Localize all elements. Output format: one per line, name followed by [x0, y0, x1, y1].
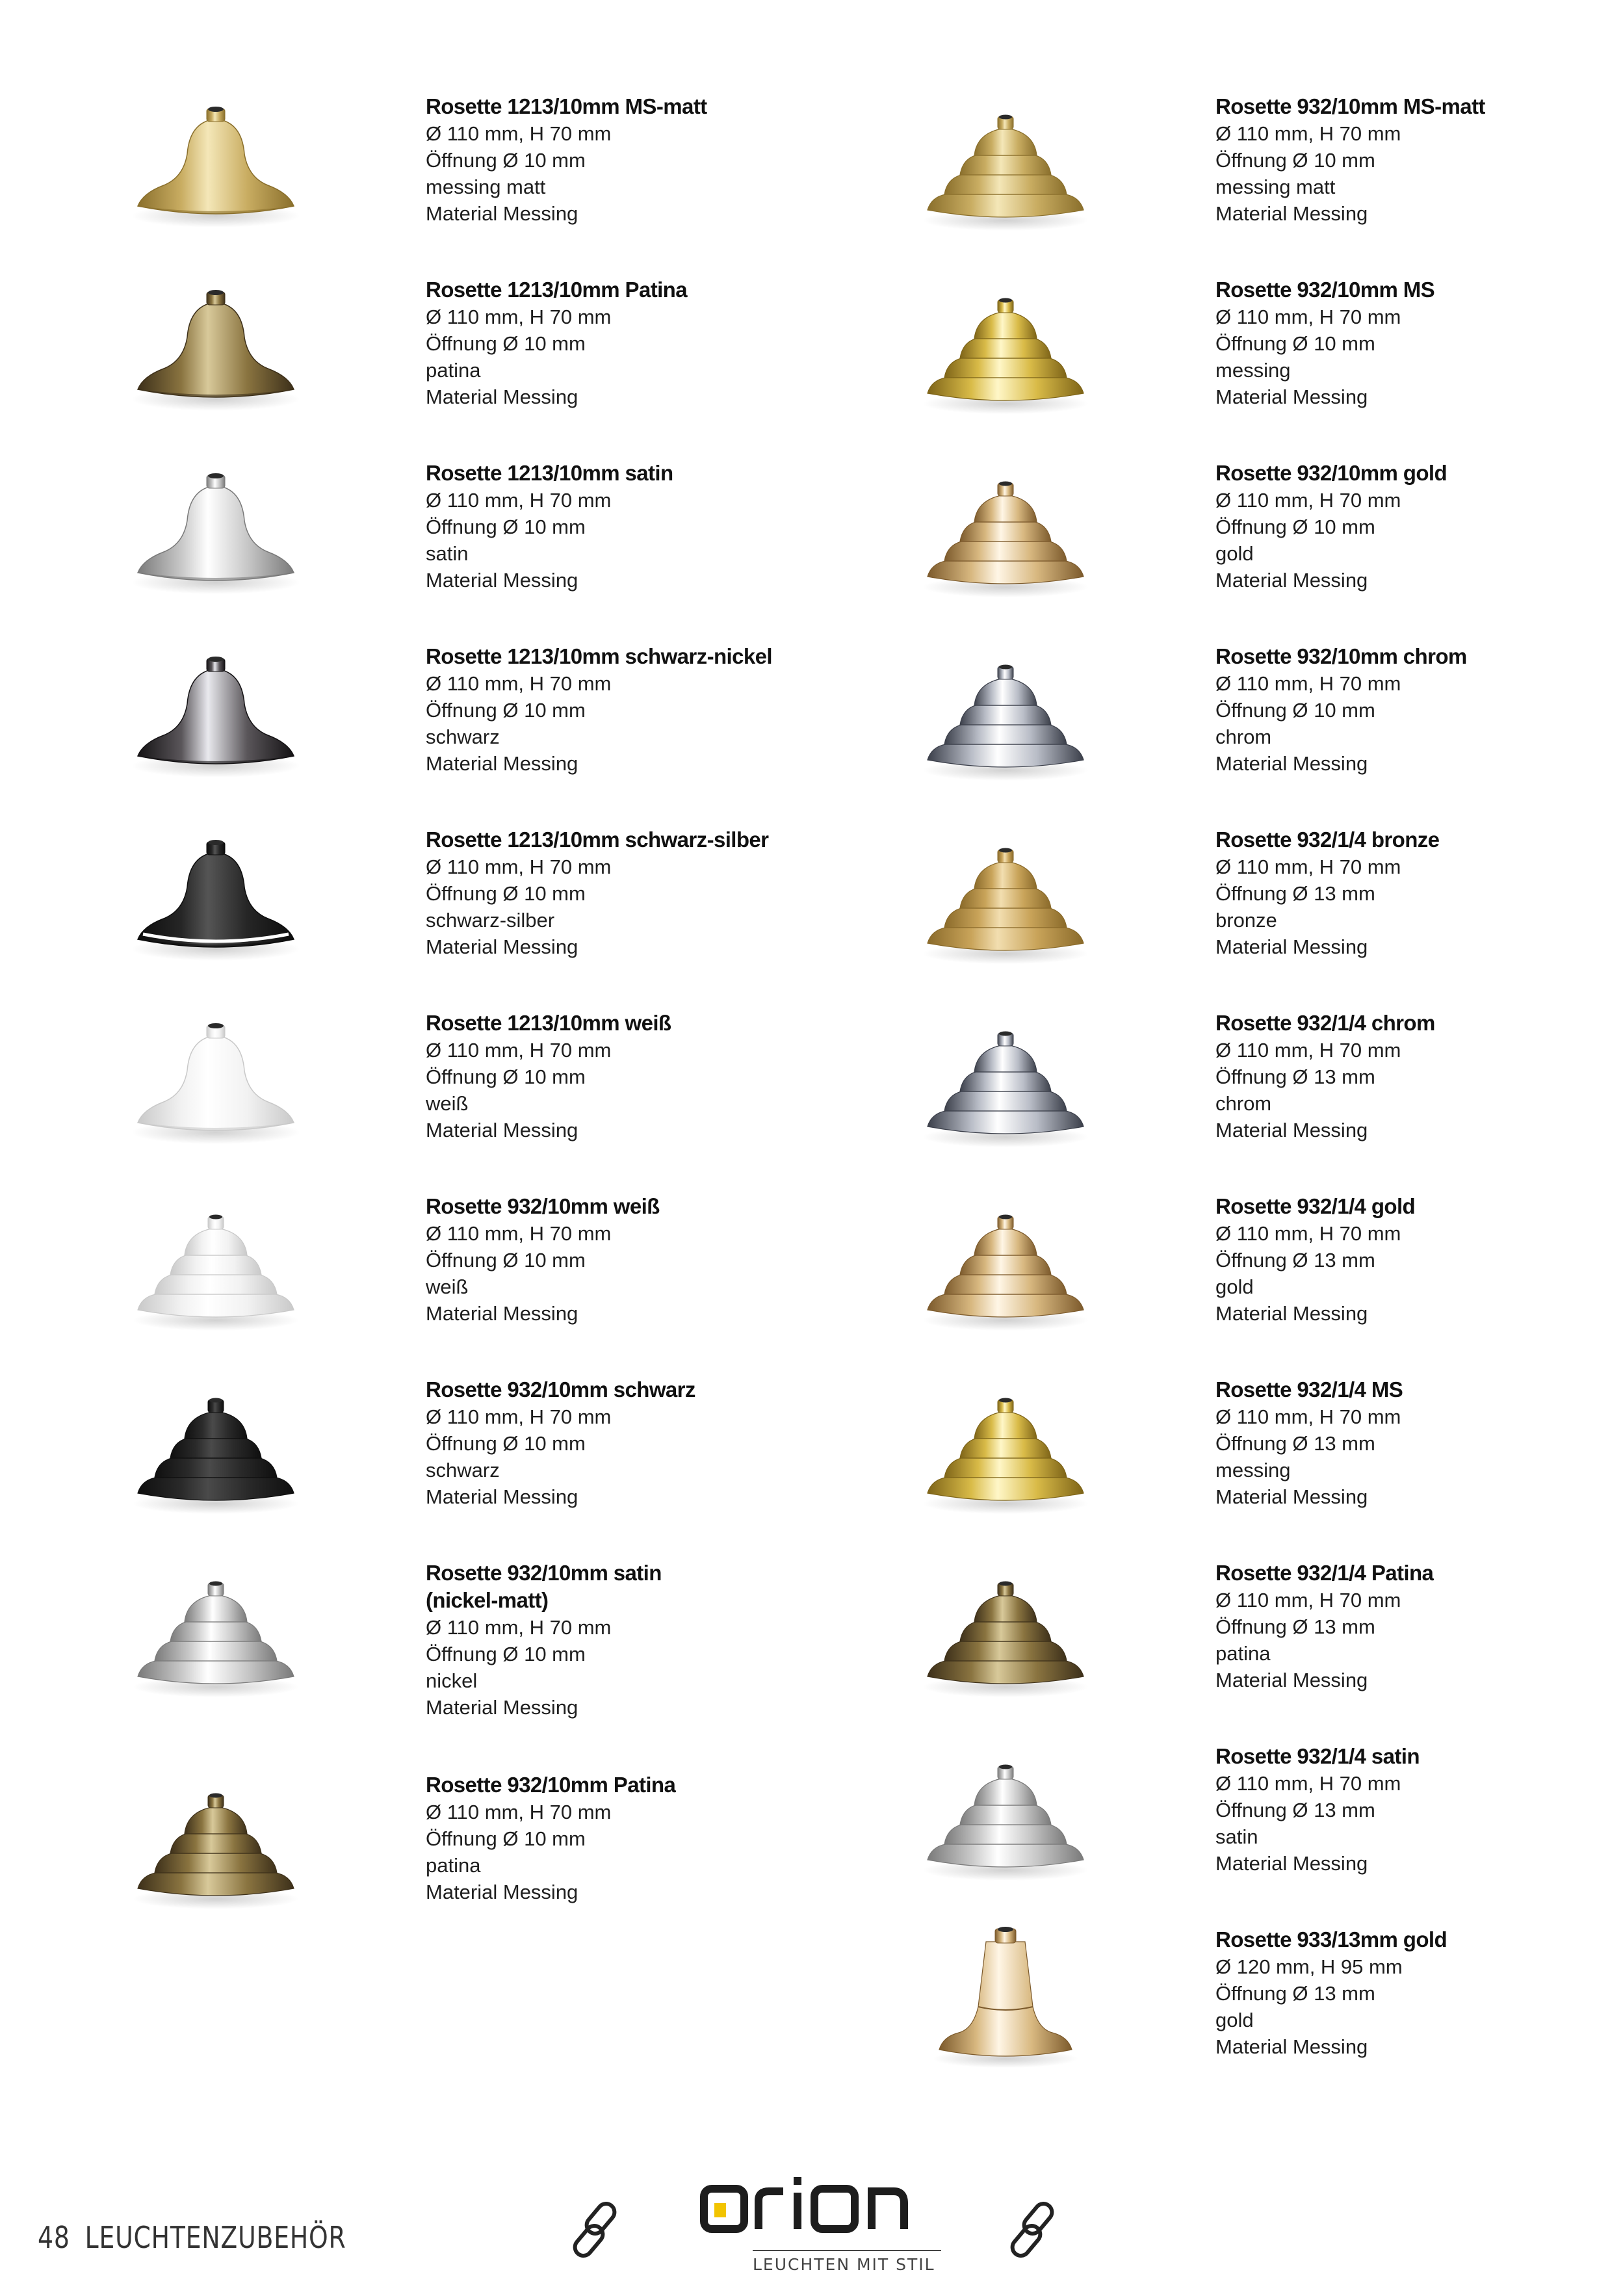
product-spec-line: Ø 110 mm, H 70 mm [426, 855, 612, 878]
product-spec-line: Ø 110 mm, H 70 mm [426, 672, 612, 695]
product-spec-line: Ø 110 mm, H 70 mm [1215, 1039, 1401, 1062]
product-text [426, 1771, 881, 1905]
product-title: Rosette 932/10mm Patina [426, 1773, 676, 1797]
product-title: Rosette 1213/10mm schwarz-nickel [426, 644, 772, 668]
chain-link-icon [562, 2194, 634, 2265]
product-spec-line: Öffnung Ø 10 mm [426, 699, 586, 722]
product-spec-line: Ø 110 mm, H 70 mm [1215, 489, 1401, 512]
product-spec-line: schwarz-silber [426, 909, 555, 932]
product-image [913, 266, 1098, 428]
product-spec-line: chrom [1215, 1092, 1272, 1115]
product-spec-line: Ø 110 mm, H 70 mm [426, 1222, 612, 1245]
product-spec-line: Öffnung Ø 13 mm [1215, 882, 1375, 905]
product-spec-line: Öffnung Ø 10 mm [426, 1827, 586, 1850]
product-spec-line: Material Messing [1215, 1669, 1368, 1691]
product-title: Rosette 932/1/4 MS [1215, 1377, 1403, 1402]
product-text [1215, 1559, 1623, 1693]
product-spec-line: Öffnung Ø 10 mm [426, 332, 586, 355]
orion-logo [699, 2174, 939, 2275]
product-spec-line: Öffnung Ø 10 mm [426, 149, 586, 172]
product-spec-line: Material Messing [1215, 202, 1368, 225]
product-image [123, 1182, 309, 1345]
product-spec-line: Ø 110 mm, H 70 mm [1215, 1222, 1401, 1245]
product-spec-line: Ø 110 mm, H 70 mm [1215, 122, 1401, 145]
product-spec-line: Öffnung Ø 10 mm [1215, 699, 1375, 722]
product-spec-line: Öffnung Ø 10 mm [426, 1065, 586, 1088]
product-image [913, 999, 1098, 1162]
product-spec-line: Ø 110 mm, H 70 mm [426, 1801, 612, 1823]
product-image [123, 449, 309, 612]
product-text [1215, 1010, 1623, 1143]
product-spec-line: weiß [426, 1092, 469, 1115]
product-text [1215, 460, 1623, 594]
product-text [426, 1376, 881, 1510]
product-spec-line: gold [1215, 542, 1254, 565]
product-image [123, 1366, 309, 1528]
product-spec-line: Material Messing [426, 935, 578, 958]
product-text [1215, 93, 1623, 227]
product-title: Rosette 932/1/4 gold [1215, 1194, 1416, 1218]
product-spec-line: gold [1215, 1275, 1254, 1298]
product-title: Rosette 932/10mm gold [1215, 461, 1448, 485]
product-image [123, 1549, 309, 1712]
product-title: Rosette 932/10mm schwarz [426, 1377, 695, 1402]
product-spec-line: messing [1215, 1459, 1291, 1481]
product-spec-line: Öffnung Ø 13 mm [1215, 1249, 1375, 1272]
product-text [1215, 276, 1623, 410]
product-spec-line: Öffnung Ø 13 mm [1215, 1615, 1375, 1638]
product-spec-line: Ø 110 mm, H 70 mm [1215, 855, 1401, 878]
product-spec-line: Ø 110 mm, H 70 mm [426, 122, 612, 145]
product-spec-line: Material Messing [426, 569, 578, 592]
product-spec-line: Material Messing [426, 202, 578, 225]
product-spec-line: Material Messing [1215, 752, 1368, 775]
product-spec-line: Material Messing [426, 1696, 578, 1719]
product-image [123, 999, 309, 1162]
product-text [426, 1010, 881, 1143]
product-spec-line: Material Messing [1215, 385, 1368, 408]
product-text [1215, 1193, 1623, 1327]
product-text [1215, 1376, 1623, 1510]
product-title: Rosette 932/10mm MS-matt [1215, 94, 1485, 118]
product-spec-line: nickel [426, 1669, 478, 1692]
product-spec-line: Material Messing [1215, 1852, 1368, 1875]
brand-tagline: LEUCHTEN MIT STIL [753, 2250, 941, 2274]
product-title: Rosette 932/10mm weiß [426, 1194, 660, 1218]
product-spec-line: patina [1215, 1642, 1271, 1665]
product-spec-line: satin [426, 542, 469, 565]
product-image [123, 266, 309, 428]
product-spec-line: Ø 110 mm, H 70 mm [1215, 672, 1401, 695]
product-spec-line: bronze [1215, 909, 1277, 932]
product-text [1215, 1743, 1623, 1877]
product-title: Rosette 1213/10mm schwarz-silber [426, 828, 769, 852]
product-image [913, 816, 1098, 978]
page-footer-label [38, 2220, 346, 2255]
product-spec-line: gold [1215, 2009, 1254, 2031]
product-text [1215, 1926, 1623, 2060]
product-spec-line: Material Messing [426, 1302, 578, 1325]
product-image [123, 633, 309, 795]
product-spec-line: Ø 110 mm, H 70 mm [426, 306, 612, 328]
product-title: Rosette 1213/10mm Patina [426, 278, 687, 302]
product-spec-line: Ø 110 mm, H 70 mm [426, 1405, 612, 1428]
product-text [1215, 643, 1623, 777]
product-image [913, 633, 1098, 795]
product-text [426, 460, 881, 594]
product-spec-line: Material Messing [426, 752, 578, 775]
product-spec-line: Material Messing [1215, 1485, 1368, 1508]
product-text [426, 1193, 881, 1327]
product-spec-line: chrom [1215, 725, 1272, 748]
product-spec-line: satin [1215, 1825, 1258, 1848]
product-spec-line: Ø 110 mm, H 70 mm [1215, 1589, 1401, 1611]
product-spec-line: schwarz [426, 1459, 500, 1481]
product-spec-line: Material Messing [426, 385, 578, 408]
product-spec-line: Öffnung Ø 10 mm [426, 1249, 586, 1272]
product-image [123, 83, 309, 245]
product-spec-line: Öffnung Ø 10 mm [1215, 515, 1375, 538]
product-spec-line: messing [1215, 359, 1291, 382]
product-title: Rosette 932/10mm chrom [1215, 644, 1467, 668]
product-spec-line: Ø 120 mm, H 95 mm [1215, 1955, 1403, 1978]
product-image [123, 816, 309, 978]
product-title: Rosette 932/10mm MS [1215, 278, 1435, 302]
product-spec-line: Material Messing [426, 1119, 578, 1141]
product-title: Rosette 932/1/4 bronze [1215, 828, 1440, 852]
product-image [913, 83, 1098, 245]
product-spec-line: Ø 110 mm, H 70 mm [426, 489, 612, 512]
product-image [123, 1761, 309, 1924]
product-spec-line: Öffnung Ø 13 mm [1215, 1982, 1375, 2005]
product-spec-line: Öffnung Ø 10 mm [1215, 332, 1375, 355]
product-spec-line: Öffnung Ø 13 mm [1215, 1799, 1375, 1821]
product-image [913, 1366, 1098, 1528]
product-spec-line: Ø 110 mm, H 70 mm [426, 1616, 612, 1639]
product-image [913, 1549, 1098, 1712]
product-text [426, 826, 881, 960]
product-spec-line: patina [426, 359, 481, 382]
chain-link-icon [1000, 2194, 1071, 2265]
product-text [426, 93, 881, 227]
product-spec-line: Ø 110 mm, H 70 mm [426, 1039, 612, 1062]
product-spec-line: Öffnung Ø 13 mm [1215, 1065, 1375, 1088]
product-spec-line: Material Messing [1215, 2035, 1368, 2058]
product-text [1215, 826, 1623, 960]
product-spec-line: Material Messing [426, 1881, 578, 1903]
product-title: Rosette 932/10mm satin [426, 1561, 662, 1585]
product-spec-line: Material Messing [1215, 935, 1368, 958]
product-image [913, 1916, 1098, 2078]
product-spec-line: Ø 110 mm, H 70 mm [1215, 306, 1401, 328]
product-spec-line: Öffnung Ø 10 mm [426, 882, 586, 905]
product-image [913, 1182, 1098, 1345]
product-spec-line: Material Messing [1215, 1119, 1368, 1141]
product-title: Rosette 932/1/4 satin [1215, 1744, 1420, 1768]
product-spec-line: messing matt [426, 176, 546, 198]
product-spec-line: Material Messing [1215, 569, 1368, 592]
product-spec-line: Material Messing [1215, 1302, 1368, 1325]
product-image [913, 449, 1098, 612]
product-spec-line: schwarz [426, 725, 500, 748]
product-title: Rosette 1213/10mm satin [426, 461, 673, 485]
product-spec-line: Öffnung Ø 10 mm [426, 515, 586, 538]
product-spec-line: Öffnung Ø 10 mm [1215, 149, 1375, 172]
product-text [426, 1559, 881, 1721]
product-title-continued: (nickel-matt) [426, 1588, 549, 1612]
product-spec-line: weiß [426, 1275, 469, 1298]
product-title: Rosette 1213/10mm weiß [426, 1011, 671, 1035]
product-spec-line: Ø 110 mm, H 70 mm [1215, 1405, 1401, 1428]
product-text [426, 643, 881, 777]
product-image [913, 1732, 1098, 1895]
product-text [426, 276, 881, 410]
page-number: 48 [38, 2220, 70, 2255]
product-spec-line: Öffnung Ø 10 mm [426, 1432, 586, 1455]
product-spec-line: Öffnung Ø 10 mm [426, 1643, 586, 1665]
product-spec-line: Material Messing [426, 1485, 578, 1508]
product-title: Rosette 932/1/4 chrom [1215, 1011, 1435, 1035]
section-title: LEUCHTENZUBEHÖR [84, 2220, 346, 2255]
product-spec-line: messing matt [1215, 176, 1336, 198]
product-spec-line: patina [426, 1854, 481, 1877]
product-title: Rosette 932/1/4 Patina [1215, 1561, 1434, 1585]
product-title: Rosette 933/13mm gold [1215, 1927, 1448, 1951]
product-spec-line: Öffnung Ø 13 mm [1215, 1432, 1375, 1455]
product-spec-line: Ø 110 mm, H 70 mm [1215, 1772, 1401, 1795]
product-title: Rosette 1213/10mm MS-matt [426, 94, 707, 118]
